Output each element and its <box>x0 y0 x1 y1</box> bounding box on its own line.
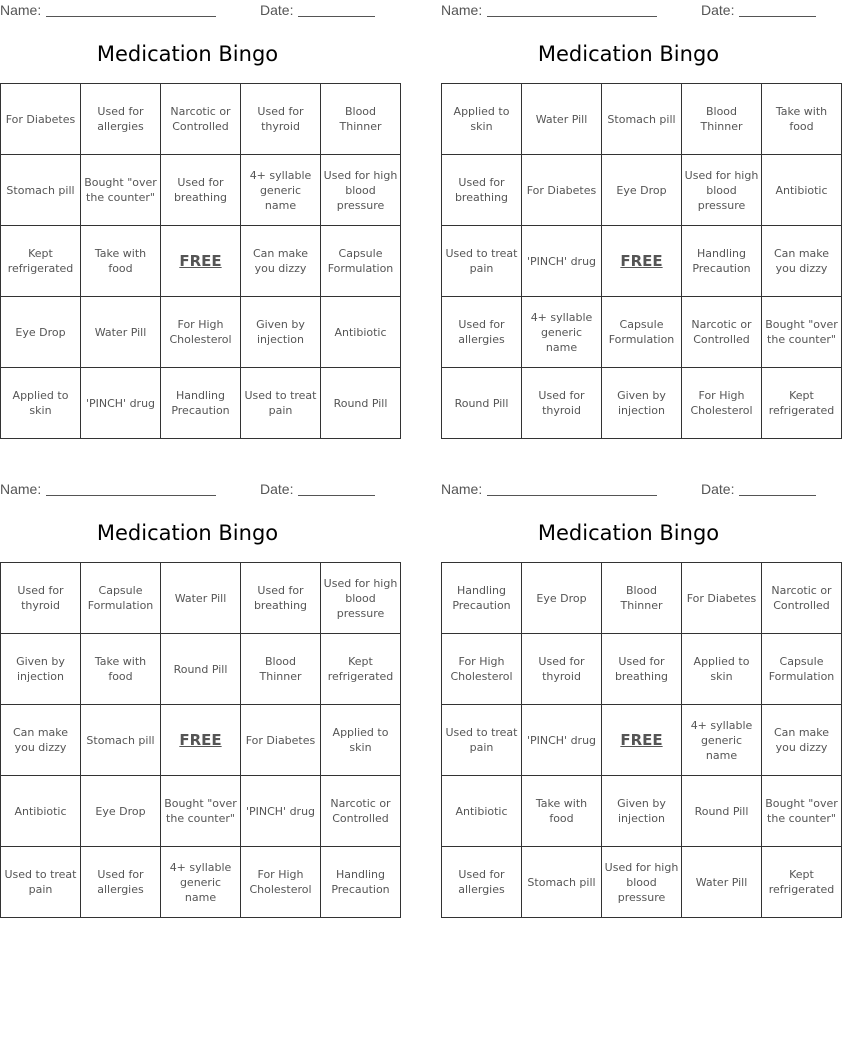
bingo-cell: Blood Thinner <box>602 563 682 634</box>
bingo-row <box>1 776 401 847</box>
bingo-cell: Eye Drop <box>522 563 602 634</box>
bingo-row <box>442 776 842 847</box>
bingo-cell: Take with food <box>81 226 161 297</box>
date-field[interactable] <box>298 481 375 496</box>
bingo-cell: Take with food <box>81 634 161 705</box>
name-label: Name: <box>441 2 483 18</box>
card-title: Medication Bingo <box>537 521 720 545</box>
date-field[interactable] <box>739 2 816 17</box>
bingo-cell: Antibiotic <box>442 776 522 847</box>
bingo-cell: Applied to skin <box>682 634 762 705</box>
bingo-row <box>442 563 842 634</box>
bingo-cell: Bought "over the counter" <box>161 776 241 847</box>
bingo-cell: Kept refrigerated <box>762 368 842 439</box>
card-title: Medication Bingo <box>537 42 720 66</box>
bingo-cell: Can make you dizzy <box>762 226 842 297</box>
name-label: Name: <box>0 481 42 497</box>
bingo-cell: Handling Precaution <box>682 226 762 297</box>
bingo-cell: 'PINCH' drug <box>522 705 602 776</box>
bingo-row <box>1 297 401 368</box>
bingo-cell: Antibiotic <box>762 155 842 226</box>
bingo-cell: Applied to skin <box>321 705 401 776</box>
bingo-cell: Applied to skin <box>442 84 522 155</box>
bingo-cell: For High Cholesterol <box>442 634 522 705</box>
bingo-grid <box>441 83 842 439</box>
bingo-cell: Used for allergies <box>81 847 161 918</box>
bingo-cell: Used for allergies <box>81 84 161 155</box>
name-date-line <box>0 0 375 22</box>
bingo-cell: Applied to skin <box>1 368 81 439</box>
bingo-row <box>442 705 842 776</box>
bingo-cell: For Diabetes <box>682 563 762 634</box>
bingo-cell: Round Pill <box>321 368 401 439</box>
name-date-line <box>0 479 375 501</box>
bingo-cell: Given by injection <box>602 368 682 439</box>
bingo-cell: Round Pill <box>442 368 522 439</box>
bingo-cell: Given by injection <box>602 776 682 847</box>
bingo-cell: Can make you dizzy <box>762 705 842 776</box>
date-field[interactable] <box>739 481 816 496</box>
bingo-cell: Round Pill <box>161 634 241 705</box>
bingo-row <box>1 155 401 226</box>
bingo-cell: Blood Thinner <box>241 634 321 705</box>
bingo-cell: Antibiotic <box>321 297 401 368</box>
bingo-cell: For High Cholesterol <box>161 297 241 368</box>
bingo-row <box>1 226 401 297</box>
bingo-cell: Used to treat pain <box>442 705 522 776</box>
name-field[interactable] <box>46 481 216 496</box>
name-field[interactable] <box>487 481 657 496</box>
bingo-row <box>1 634 401 705</box>
bingo-cell: Can make you dizzy <box>1 705 81 776</box>
bingo-cell: Used for thyroid <box>522 634 602 705</box>
bingo-cell: Water Pill <box>682 847 762 918</box>
free-space: FREE <box>161 226 241 297</box>
bingo-grid <box>441 562 842 918</box>
name-date-line <box>441 479 816 501</box>
bingo-cell: Stomach pill <box>602 84 682 155</box>
bingo-cell: Used for high blood pressure <box>321 563 401 634</box>
bingo-cell: Used for breathing <box>602 634 682 705</box>
bingo-row <box>442 84 842 155</box>
bingo-cell: Stomach pill <box>1 155 81 226</box>
bingo-cell: Blood Thinner <box>682 84 762 155</box>
bingo-row <box>442 155 842 226</box>
name-date-line <box>441 0 816 22</box>
bingo-cell: Round Pill <box>682 776 762 847</box>
bingo-cell: Eye Drop <box>1 297 81 368</box>
bingo-cell: Handling Precaution <box>442 563 522 634</box>
bingo-cell: Capsule Formulation <box>321 226 401 297</box>
card-title: Medication Bingo <box>96 521 279 545</box>
bingo-cell: Handling Precaution <box>321 847 401 918</box>
bingo-cell: Used for thyroid <box>522 368 602 439</box>
bingo-row <box>1 84 401 155</box>
bingo-cell: Blood Thinner <box>321 84 401 155</box>
bingo-cell: For High Cholesterol <box>682 368 762 439</box>
bingo-cell: For High Cholesterol <box>241 847 321 918</box>
bingo-cell: For Diabetes <box>1 84 81 155</box>
bingo-cell: Narcotic or Controlled <box>682 297 762 368</box>
bingo-grid <box>0 83 401 439</box>
bingo-cell: Stomach pill <box>522 847 602 918</box>
bingo-cell: Used for thyroid <box>241 84 321 155</box>
bingo-cell: Narcotic or Controlled <box>321 776 401 847</box>
bingo-cell: Used to treat pain <box>241 368 321 439</box>
bingo-cell: Used for thyroid <box>1 563 81 634</box>
bingo-cell: Capsule Formulation <box>81 563 161 634</box>
bingo-cell: Bought "over the counter" <box>762 297 842 368</box>
bingo-row <box>1 563 401 634</box>
bingo-cell: For Diabetes <box>522 155 602 226</box>
bingo-cell: Bought "over the counter" <box>81 155 161 226</box>
bingo-grid <box>0 562 401 918</box>
bingo-cell: Take with food <box>522 776 602 847</box>
bingo-cell: Used for breathing <box>241 563 321 634</box>
free-space: FREE <box>602 705 682 776</box>
bingo-cell: Eye Drop <box>81 776 161 847</box>
bingo-cell: Kept refrigerated <box>321 634 401 705</box>
bingo-row <box>442 368 842 439</box>
bingo-cell: Used to treat pain <box>1 847 81 918</box>
bingo-cell: Used for high blood pressure <box>682 155 762 226</box>
bingo-cell: Used for allergies <box>442 297 522 368</box>
card-title: Medication Bingo <box>96 42 279 66</box>
bingo-cell: Water Pill <box>161 563 241 634</box>
name-label: Name: <box>441 481 483 497</box>
bingo-row <box>442 847 842 918</box>
date-label: Date: <box>260 2 294 18</box>
date-label: Date: <box>701 481 735 497</box>
bingo-cell: 'PINCH' drug <box>522 226 602 297</box>
bingo-cell: Handling Precaution <box>161 368 241 439</box>
name-field[interactable] <box>487 2 657 17</box>
bingo-cell: 'PINCH' drug <box>241 776 321 847</box>
bingo-cell: Bought "over the counter" <box>762 776 842 847</box>
bingo-cell: Used for breathing <box>161 155 241 226</box>
bingo-cell: Take with food <box>762 84 842 155</box>
bingo-cell: Used for breathing <box>442 155 522 226</box>
bingo-cell: Capsule Formulation <box>602 297 682 368</box>
bingo-row <box>1 847 401 918</box>
bingo-cell: For Diabetes <box>241 705 321 776</box>
bingo-cell: 4+ syllable generic name <box>522 297 602 368</box>
bingo-cell: Narcotic or Controlled <box>161 84 241 155</box>
bingo-cell: Kept refrigerated <box>762 847 842 918</box>
bingo-cell: Used to treat pain <box>442 226 522 297</box>
bingo-row <box>1 368 401 439</box>
bingo-cell: Used for allergies <box>442 847 522 918</box>
bingo-cell: 'PINCH' drug <box>81 368 161 439</box>
bingo-cell: Used for high blood pressure <box>602 847 682 918</box>
bingo-cell: 4+ syllable generic name <box>682 705 762 776</box>
free-space: FREE <box>161 705 241 776</box>
free-space: FREE <box>602 226 682 297</box>
bingo-cell: Used for high blood pressure <box>321 155 401 226</box>
bingo-cell: Eye Drop <box>602 155 682 226</box>
bingo-cell: Water Pill <box>522 84 602 155</box>
name-label: Name: <box>0 2 42 18</box>
bingo-cell: Can make you dizzy <box>241 226 321 297</box>
bingo-row <box>442 634 842 705</box>
bingo-cell: Stomach pill <box>81 705 161 776</box>
bingo-row <box>1 705 401 776</box>
bingo-cell: Narcotic or Controlled <box>762 563 842 634</box>
bingo-row <box>442 226 842 297</box>
bingo-cell: 4+ syllable generic name <box>241 155 321 226</box>
date-field[interactable] <box>298 2 375 17</box>
bingo-cell: Antibiotic <box>1 776 81 847</box>
name-field[interactable] <box>46 2 216 17</box>
date-label: Date: <box>701 2 735 18</box>
bingo-cell: Kept refrigerated <box>1 226 81 297</box>
bingo-cell: Given by injection <box>241 297 321 368</box>
bingo-cell: Water Pill <box>81 297 161 368</box>
bingo-cell: Given by injection <box>1 634 81 705</box>
date-label: Date: <box>260 481 294 497</box>
bingo-row <box>442 297 842 368</box>
bingo-cell: Capsule Formulation <box>762 634 842 705</box>
bingo-cell: 4+ syllable generic name <box>161 847 241 918</box>
